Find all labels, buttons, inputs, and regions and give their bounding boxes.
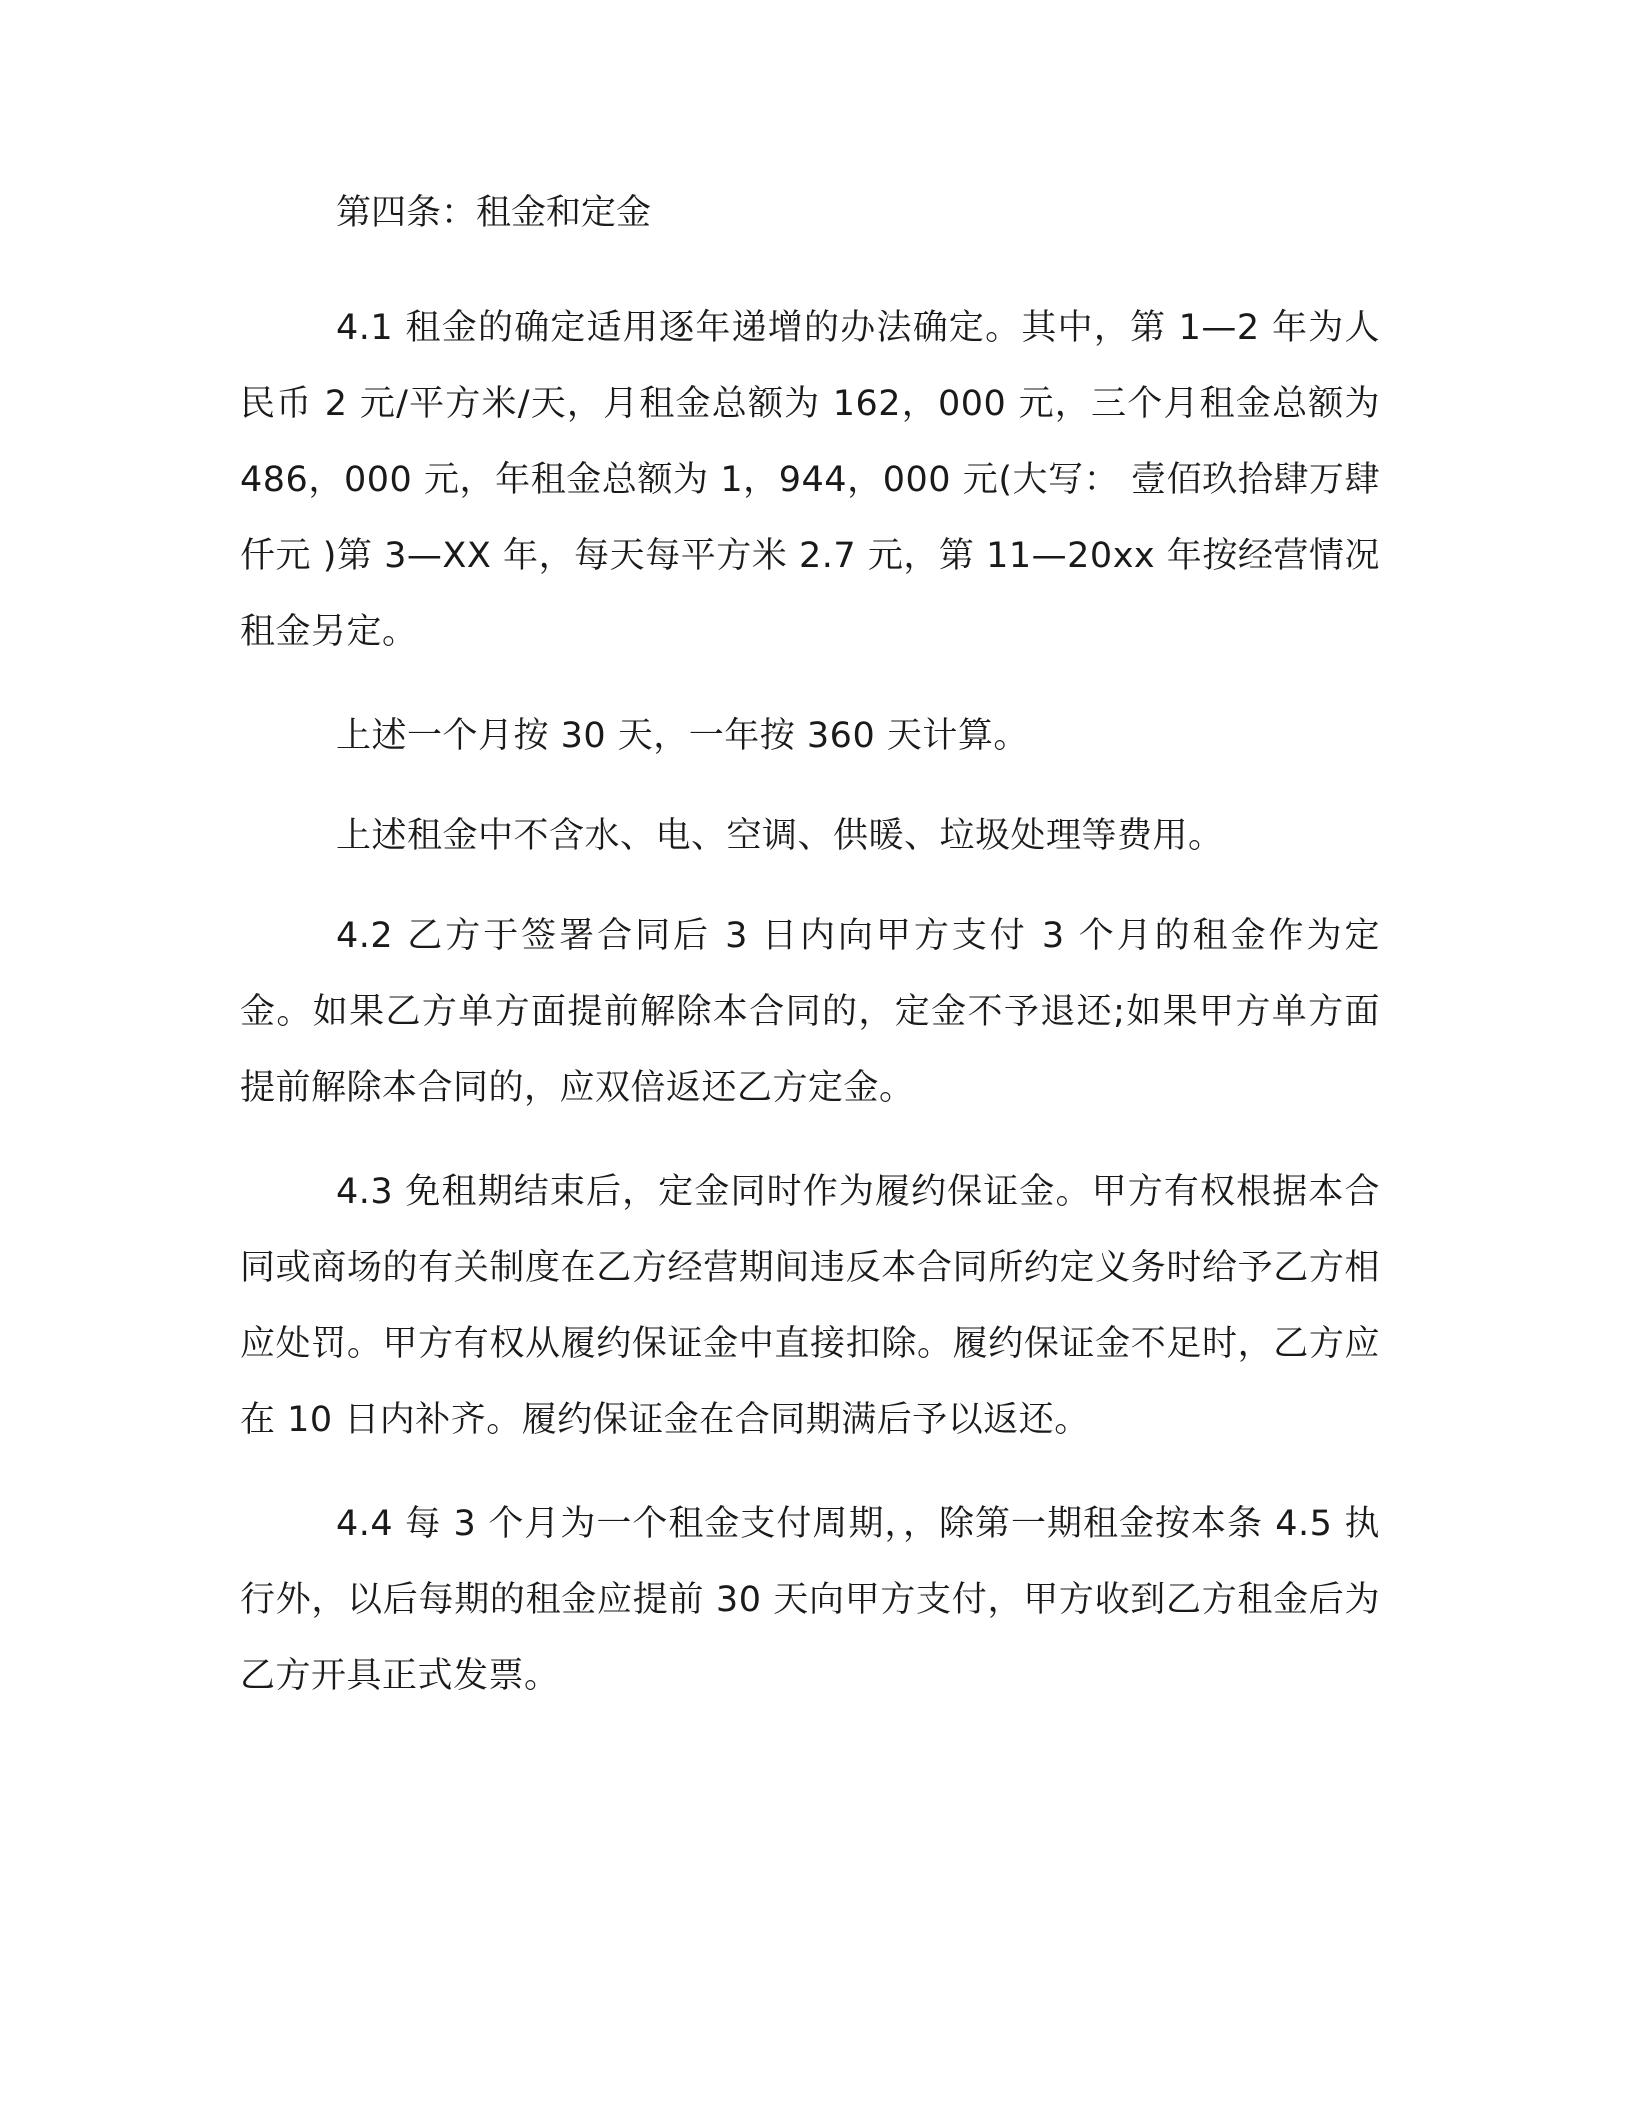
paragraph-4-3: 4.3 免租期结束后，定金同时作为履约保证金。甲方有权根据本合同或商场的有关制度在乙方经营期间违反本合同所约定义务时给予乙方相应处罚。甲方有权从履约保证金中直接扣除。履约保证金不足时，乙方应在 10 日内补齐。履约保证金在合同期满后予以返还。 [240, 1172, 1380, 1440]
document-body [240, 188, 1380, 1742]
paragraph-4-2: 4.2 乙方于签署合同后 3 日内向甲方支付 3 个月的租金作为定金。如果乙方单方面提前解除本合同的，定金不予退还;如果甲方单方面提前解除本合同的，应双倍返还乙方定金。 [240, 916, 1380, 1108]
section-heading: 第四条：租金和定金 [336, 193, 652, 233]
paragraph-4-1: 4.1 租金的确定适用逐年递增的办法确定。其中，第 1—2 年为人民币 2 元/平方米/天，月租金总额为 162，000 元，三个月租金总额为 486，000 元，年租金总额为 1，944，000 元(大写： 壹佰玖拾肆万肆仟元 )第 3—XX 年，每天每平方米 2.7 元，第 11—20xx 年按经营情况租金另定。 [240, 308, 1380, 652]
paragraph-4-4: 4.4 每 3 个月为一个租金支付周期，，除第一期租金按本条 4.5 执行外，以后每期的租金应提前 30 天向甲方支付，甲方收到乙方租金后为乙方开具正式发票。 [240, 1504, 1380, 1696]
paragraph-excluded-fees: 上述租金中不含水、电、空调、供暖、垃圾处理等费用。 [336, 816, 1224, 856]
paragraph-month-days: 上述一个月按 30 天，一年按 360 天计算。 [336, 716, 1029, 756]
